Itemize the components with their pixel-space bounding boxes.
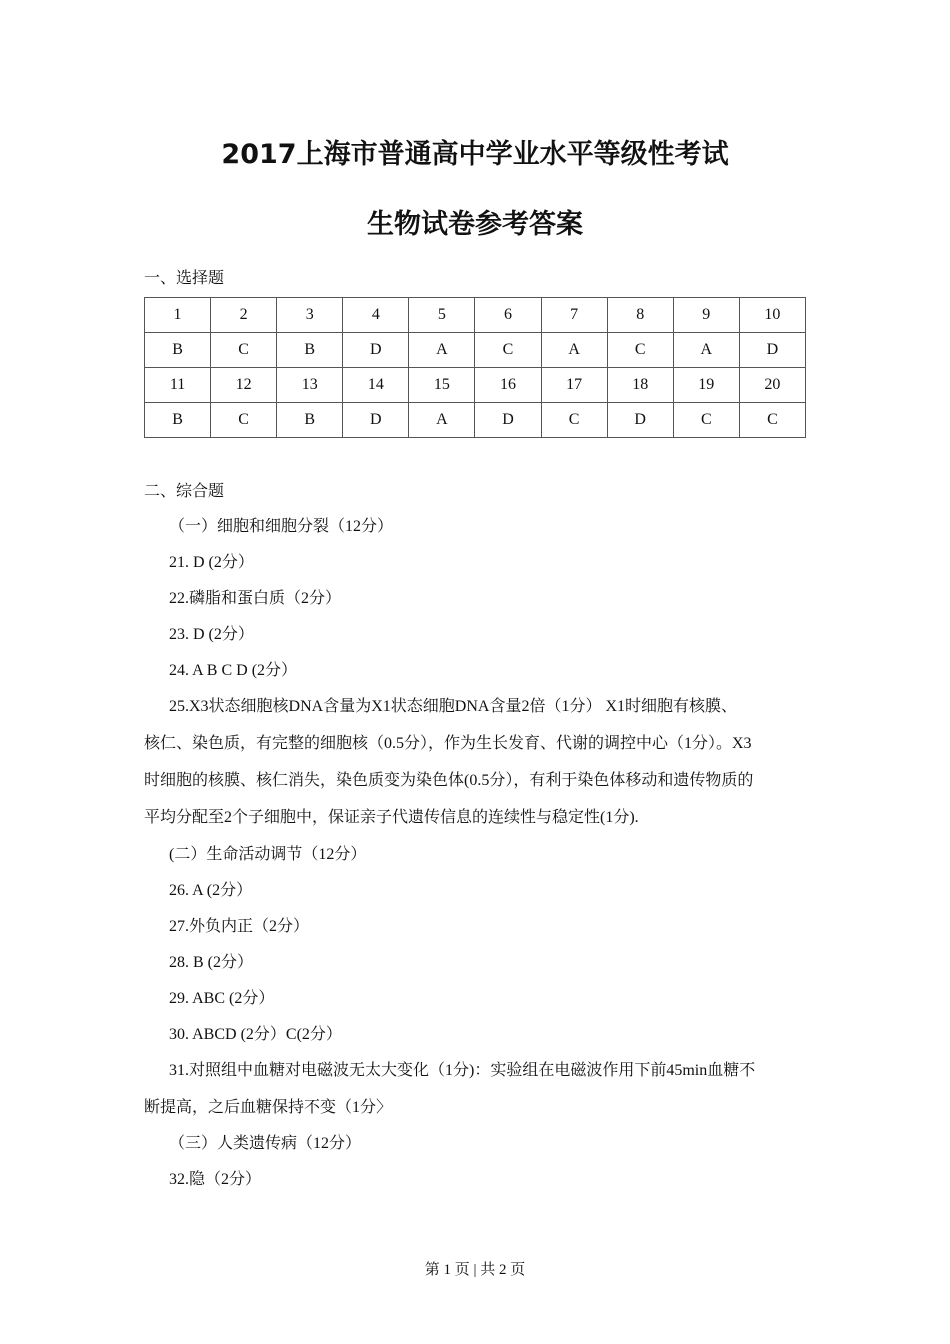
table-cell: 16 bbox=[475, 368, 541, 403]
table-cell: 3 bbox=[277, 298, 343, 333]
subsection-heading: (二）生命活动调节（12分） bbox=[169, 846, 367, 863]
table-cell: 18 bbox=[607, 368, 673, 403]
table-cell: 9 bbox=[673, 298, 739, 333]
table-cell: 8 bbox=[607, 298, 673, 333]
table-cell: B bbox=[277, 333, 343, 368]
table-cell: 19 bbox=[673, 368, 739, 403]
table-cell: 4 bbox=[343, 298, 409, 333]
table-cell: D bbox=[739, 333, 805, 368]
table-cell: C bbox=[211, 403, 277, 438]
table-cell: 13 bbox=[277, 368, 343, 403]
table-cell: B bbox=[145, 333, 211, 368]
table-cell: A bbox=[409, 333, 475, 368]
subsection-heading: （三）人类遗传病（12分） bbox=[169, 1135, 362, 1152]
table-cell: D bbox=[607, 403, 673, 438]
answer-line: 28. B (2分） bbox=[169, 954, 254, 971]
table-row bbox=[145, 333, 806, 368]
table-cell: C bbox=[541, 403, 607, 438]
answer-line: 29. ABC (2分） bbox=[169, 990, 275, 1007]
table-cell: B bbox=[145, 403, 211, 438]
table-cell: B bbox=[277, 403, 343, 438]
table-cell: 11 bbox=[145, 368, 211, 403]
answer-line: 22.磷脂和蛋白质（2分） bbox=[169, 590, 342, 607]
answer-line: 26. A (2分） bbox=[169, 882, 253, 899]
answer-line: 30. ABCD (2分）C(2分） bbox=[169, 1026, 342, 1043]
answer-line: 核仁、染色质，有完整的细胞核（0.5分），作为生长发育、代谢的调控中心（1分）。X3 bbox=[144, 735, 752, 752]
answer-line: 断提高，之后血糖保持不变（1分〉 bbox=[144, 1099, 393, 1116]
answer-table bbox=[144, 297, 806, 438]
table-row bbox=[145, 403, 806, 438]
table-cell: 2 bbox=[211, 298, 277, 333]
table-cell: 1 bbox=[145, 298, 211, 333]
table-cell: A bbox=[541, 333, 607, 368]
subsection-heading: （一）细胞和细胞分裂（12分） bbox=[169, 518, 394, 535]
answer-line: 时细胞的核膜、核仁消失，染色质变为染色体(0.5分），有利于染色体移动和遗传物质的 bbox=[144, 772, 754, 789]
answer-line: 21. D (2分） bbox=[169, 554, 254, 571]
answer-line: 32.隐（2分） bbox=[169, 1171, 262, 1188]
document-title: 2017上海市普通高中学业水平等级性考试 bbox=[221, 139, 729, 170]
document-subtitle: 生物试卷参考答案 bbox=[367, 209, 583, 240]
table-cell: C bbox=[673, 403, 739, 438]
table-cell: C bbox=[475, 333, 541, 368]
section-heading-choice: 一、选择题 bbox=[144, 268, 225, 287]
table-cell: C bbox=[607, 333, 673, 368]
table-cell: 20 bbox=[739, 368, 805, 403]
table-cell: D bbox=[343, 403, 409, 438]
table-cell: 10 bbox=[739, 298, 805, 333]
section-heading-comprehensive: 二、综合题 bbox=[144, 481, 225, 500]
answer-line: 23. D (2分） bbox=[169, 626, 254, 643]
table-cell: 7 bbox=[541, 298, 607, 333]
table-cell: 17 bbox=[541, 368, 607, 403]
table-cell: D bbox=[343, 333, 409, 368]
table-cell: 14 bbox=[343, 368, 409, 403]
page-footer: 第 1 页 | 共 2 页 bbox=[424, 1262, 526, 1278]
table-cell: A bbox=[673, 333, 739, 368]
answer-line: 27.外负内正（2分） bbox=[169, 918, 310, 935]
table-cell: 15 bbox=[409, 368, 475, 403]
answer-line: 25.X3状态细胞核DNA含量为X1状态细胞DNA含量2倍（1分） X1时细胞有核膜、 bbox=[169, 698, 737, 715]
answer-line: 平均分配至2个子细胞中，保证亲子代遗传信息的连续性与稳定性(1分). bbox=[144, 809, 639, 826]
answer-line: 31.对照组中血糖对电磁波无太大变化（1分)：实验组在电磁波作用下前45min血糖不 bbox=[169, 1062, 756, 1079]
table-cell: A bbox=[409, 403, 475, 438]
table-cell: 12 bbox=[211, 368, 277, 403]
answer-line: 24. A B C D (2分） bbox=[169, 662, 298, 679]
table-cell: C bbox=[211, 333, 277, 368]
table-cell: C bbox=[739, 403, 805, 438]
table-cell: D bbox=[475, 403, 541, 438]
table-cell: 6 bbox=[475, 298, 541, 333]
table-row bbox=[145, 368, 806, 403]
table-cell: 5 bbox=[409, 298, 475, 333]
table-row bbox=[145, 298, 806, 333]
